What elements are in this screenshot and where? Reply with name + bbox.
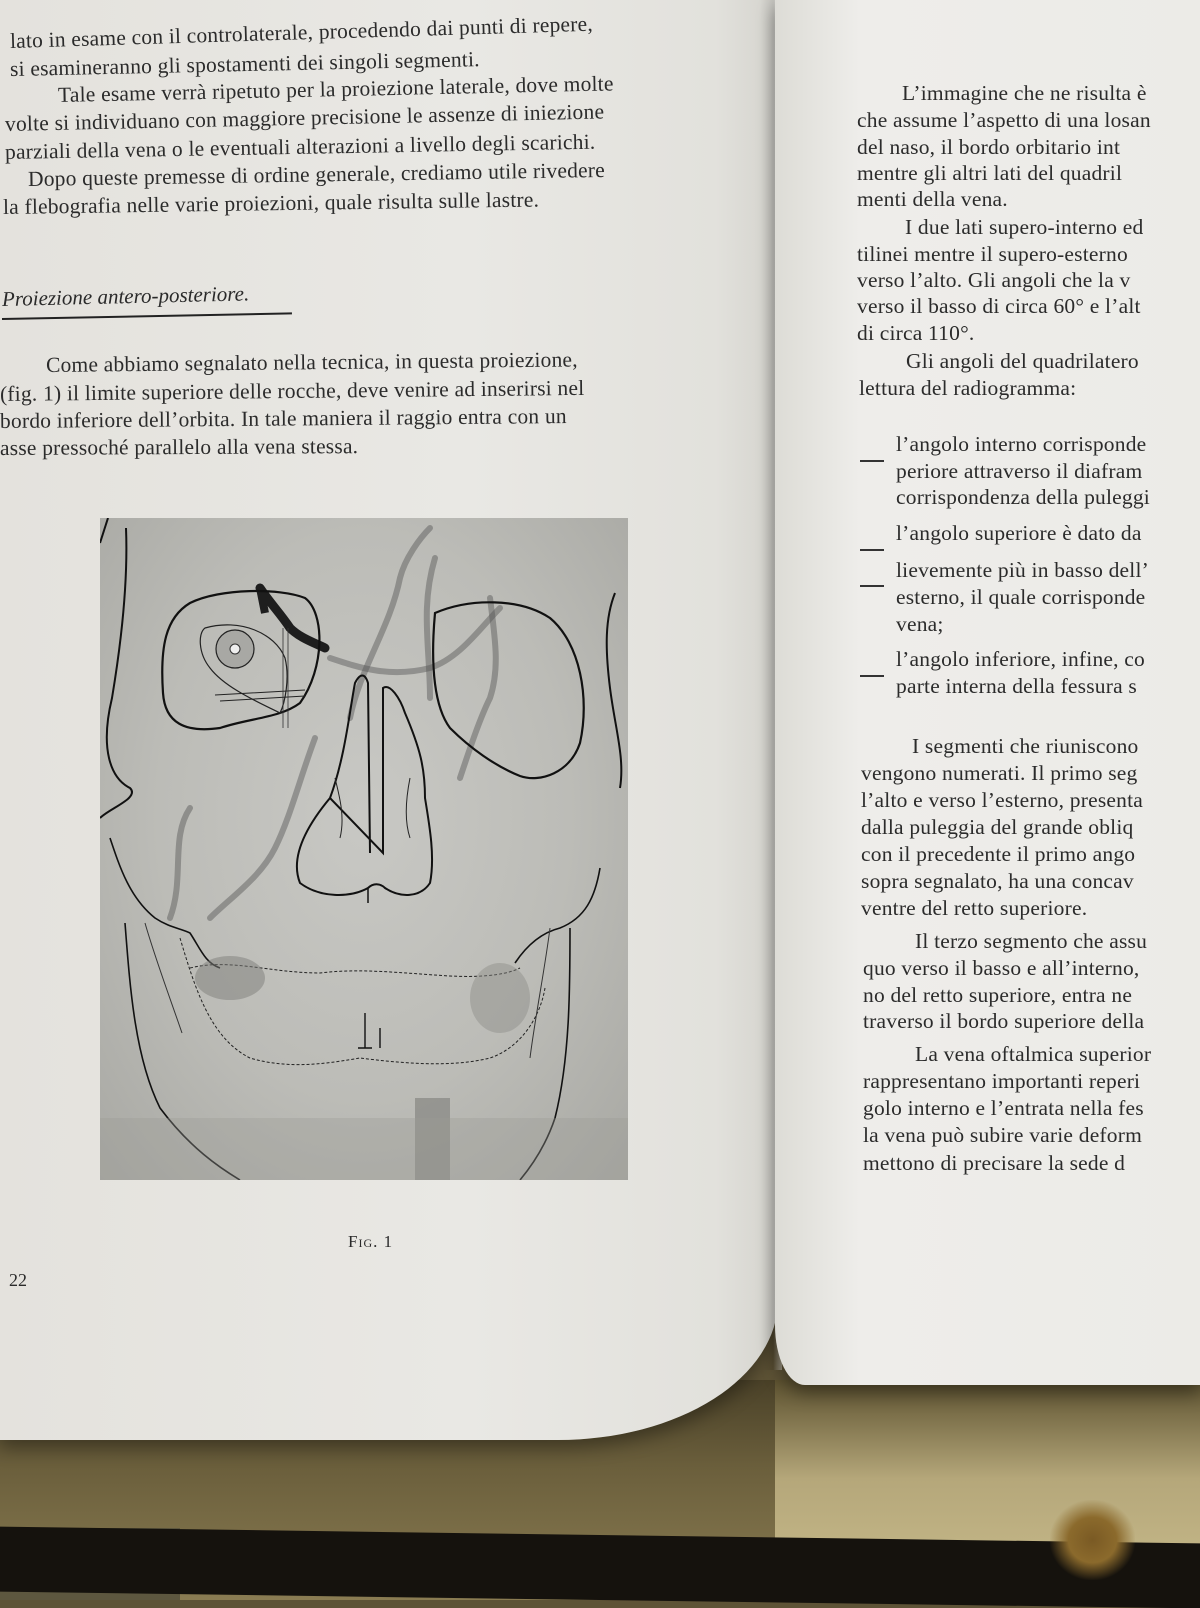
text-line: mentre gli altri lati del quadril bbox=[857, 161, 1123, 185]
text-line: I segmenti che riuniscono bbox=[912, 734, 1139, 758]
text-line: L’immagine che ne risulta è bbox=[902, 81, 1147, 105]
list-item-line: periore attraverso il diafram bbox=[896, 459, 1143, 483]
text-line: rappresentano importanti reperi bbox=[863, 1069, 1141, 1093]
page-number: 22 bbox=[9, 1270, 27, 1290]
text-line: Come abbiamo segnalato nella tecnica, in questa proiezione, bbox=[45, 347, 578, 377]
surface-stain bbox=[1050, 1500, 1135, 1580]
text-line: Dopo queste premesse di ordine generale, crediamo utile rivedere bbox=[27, 157, 606, 191]
text-line: traverso il bordo superiore della bbox=[863, 1009, 1145, 1033]
heading-underline bbox=[2, 312, 292, 320]
text-line: si esamineranno gli spostamenti dei singoli segmenti. bbox=[9, 47, 480, 81]
figure-1-phlebogram bbox=[100, 518, 628, 1180]
section-heading: Proiezione antero-posteriore. bbox=[1, 281, 250, 311]
text-line: parziali della vena o le eventuali alterazioni a livello degli scarichi. bbox=[4, 129, 596, 164]
list-item-line: l’angolo superiore è dato da bbox=[896, 521, 1142, 545]
text-line: con il precedente il primo ango bbox=[861, 842, 1136, 866]
text-line: del naso, il bordo orbitario int bbox=[857, 135, 1121, 159]
text-line: no del retto superiore, entra ne bbox=[863, 983, 1133, 1007]
text-line: di circa 110°. bbox=[857, 321, 975, 345]
text-line: bordo inferiore dell’orbita. In tale maniera il raggio entra con un bbox=[0, 404, 567, 433]
list-item-line: corrispondenza della puleggi bbox=[896, 485, 1150, 509]
list-dash bbox=[860, 585, 884, 587]
text-line: verso l’alto. Gli angoli che la v bbox=[857, 268, 1131, 292]
text-line: golo interno e l’entrata nella fes bbox=[863, 1096, 1144, 1120]
text-line: Il terzo segmento che assu bbox=[915, 929, 1148, 953]
list-item-line: lievemente più in basso dell’ bbox=[896, 558, 1149, 582]
skull-tracing-illustration bbox=[100, 518, 628, 1180]
text-line: La vena oftalmica superior bbox=[915, 1042, 1152, 1066]
text-line: tilinei mentre il supero-esterno bbox=[857, 242, 1128, 266]
text-line: quo verso il basso e all’interno, bbox=[863, 956, 1140, 980]
text-line: mettono di precisare la sede d bbox=[863, 1151, 1126, 1175]
list-item-line: esterno, il quale corrisponde bbox=[896, 585, 1146, 609]
text-line: dalla puleggia del grande obliq bbox=[861, 815, 1134, 839]
text-line: Gli angoli del quadrilatero bbox=[906, 349, 1139, 373]
text-line: la flebografia nelle varie proiezioni, quale risulta sulle lastre. bbox=[2, 187, 540, 219]
text-line: la vena può subire varie deform bbox=[863, 1123, 1143, 1147]
text-line: sopra segnalato, ha una concav bbox=[861, 869, 1134, 893]
text-line: vengono numerati. Il primo seg bbox=[861, 761, 1138, 785]
text-line: l’alto e verso l’esterno, presenta bbox=[861, 788, 1144, 812]
text-line: ventre del retto superiore. bbox=[861, 896, 1088, 920]
text-line: che assume l’aspetto di una losan bbox=[857, 108, 1151, 132]
list-item-line: l’angolo interno corrisponde bbox=[896, 432, 1147, 456]
right-page bbox=[775, 0, 1200, 1385]
text-line: verso il basso di circa 60° e l’alt bbox=[857, 294, 1141, 318]
figure-caption: Fig. 1 bbox=[348, 1232, 394, 1251]
text-line: volte si individuano con maggiore precisione le assenze di iniezione bbox=[4, 99, 605, 136]
text-line: I due lati supero-interno ed bbox=[905, 215, 1144, 239]
text-line: (fig. 1) il limite superiore delle rocche, deve venire ad inserirsi nel bbox=[0, 375, 585, 406]
list-dash bbox=[860, 549, 884, 551]
text-line: Tale esame verrà ripetuto per la proiezione laterale, dove molte bbox=[57, 71, 614, 107]
list-dash bbox=[860, 460, 884, 462]
text-line: menti della vena. bbox=[857, 187, 1008, 211]
list-item-line: parte interna della fessura s bbox=[896, 674, 1137, 698]
list-dash bbox=[860, 675, 884, 677]
list-item-line: l’angolo inferiore, infine, co bbox=[896, 647, 1145, 671]
text-line: lettura del radiogramma: bbox=[859, 376, 1077, 400]
text-line: asse pressoché parallelo alla vena stessa. bbox=[0, 434, 359, 460]
text-line: lato in esame con il controlaterale, procedendo dai punti di repere, bbox=[9, 11, 594, 53]
list-item-line: vena; bbox=[896, 612, 944, 636]
